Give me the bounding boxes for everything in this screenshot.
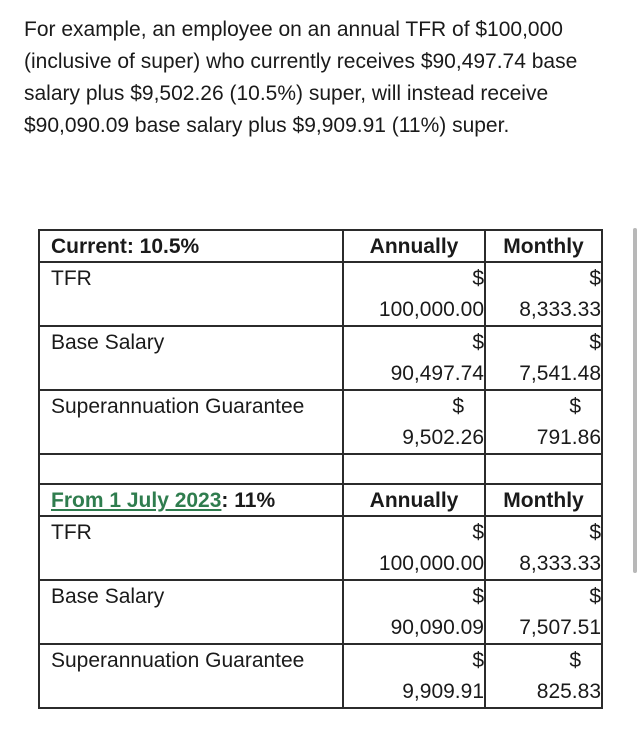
dollar-sign: $ — [472, 585, 484, 608]
from-1-july-2023-link[interactable]: From 1 July 2023 — [51, 489, 222, 512]
row-label-cell — [39, 390, 343, 454]
monthly-amount: 8,333.33 — [519, 552, 601, 575]
future-annually-header: Annually — [343, 484, 485, 516]
row-label: Base Salary — [51, 585, 165, 608]
annual-value-cell — [343, 516, 485, 580]
monthly-value-cell — [485, 390, 602, 454]
current-annually-header: Annually — [343, 230, 485, 262]
future-monthly-header: Monthly — [485, 484, 602, 516]
row-label: TFR — [51, 521, 92, 544]
row-label-cell — [39, 644, 343, 708]
monthly-amount: 791.86 — [536, 426, 601, 449]
row-label-cell — [39, 262, 343, 326]
annual-amount: 100,000.00 — [378, 552, 484, 575]
dollar-sign: $ — [569, 649, 581, 672]
future-header-cell — [39, 484, 343, 516]
vertical-scrollbar[interactable] — [633, 228, 637, 573]
current-header-label: Current: 10.5% — [51, 235, 200, 258]
current-row-super — [39, 390, 602, 454]
future-row-base-salary — [39, 580, 602, 644]
row-label: Superannuation Guarantee — [51, 649, 305, 672]
future-row-super — [39, 644, 602, 708]
dollar-sign: $ — [472, 331, 484, 354]
monthly-value-cell — [485, 262, 602, 326]
current-header-row — [39, 230, 602, 262]
row-label-cell — [39, 516, 343, 580]
empty-cell — [343, 454, 485, 484]
current-row-base-salary — [39, 326, 602, 390]
dollar-sign: $ — [472, 649, 484, 672]
dollar-sign: $ — [569, 395, 581, 418]
annual-amount: 100,000.00 — [378, 298, 484, 321]
monthly-value-cell — [485, 516, 602, 580]
future-header-row — [39, 484, 602, 516]
annual-amount: 90,497.74 — [390, 362, 484, 385]
dollar-sign: $ — [472, 267, 484, 290]
row-label-cell — [39, 326, 343, 390]
dollar-sign: $ — [452, 395, 464, 418]
future-row-tfr — [39, 516, 602, 580]
dollar-sign: $ — [589, 521, 601, 544]
current-row-tfr — [39, 262, 602, 326]
current-header-cell — [39, 230, 343, 262]
row-label: TFR — [51, 267, 92, 290]
annual-amount: 9,909.91 — [402, 680, 484, 703]
row-label-cell — [39, 580, 343, 644]
monthly-value-cell — [485, 580, 602, 644]
dollar-sign: $ — [589, 267, 601, 290]
annual-value-cell — [343, 326, 485, 390]
spacer-row — [39, 454, 602, 484]
monthly-value-cell — [485, 644, 602, 708]
row-label: Superannuation Guarantee — [51, 395, 305, 418]
monthly-amount: 7,507.51 — [519, 616, 601, 639]
empty-cell — [485, 454, 602, 484]
monthly-amount: 825.83 — [536, 680, 601, 703]
dollar-sign: $ — [589, 331, 601, 354]
intro-paragraph: For example, an employee on an annual TFR of $100,000 (inclusive of super) who currently receives $90,497.74 base salary plus $9,502.26 (10.5%) super, will instead receive $90,090.09 base salary plus $9,909.91 (11%) super. — [24, 18, 578, 137]
future-rate-label: : 11% — [221, 489, 276, 512]
annual-value-cell — [343, 580, 485, 644]
annual-value-cell — [343, 644, 485, 708]
annual-value-cell — [343, 262, 485, 326]
monthly-amount: 8,333.33 — [519, 298, 601, 321]
empty-cell — [39, 454, 343, 484]
row-label: Base Salary — [51, 331, 165, 354]
annual-value-cell — [343, 390, 485, 454]
annual-amount: 9,502.26 — [402, 426, 484, 449]
annual-amount: 90,090.09 — [390, 616, 484, 639]
current-monthly-header: Monthly — [485, 230, 602, 262]
monthly-amount: 7,541.48 — [519, 362, 601, 385]
dollar-sign: $ — [589, 585, 601, 608]
dollar-sign: $ — [472, 521, 484, 544]
monthly-value-cell — [485, 326, 602, 390]
tfr-comparison-table — [38, 229, 603, 709]
